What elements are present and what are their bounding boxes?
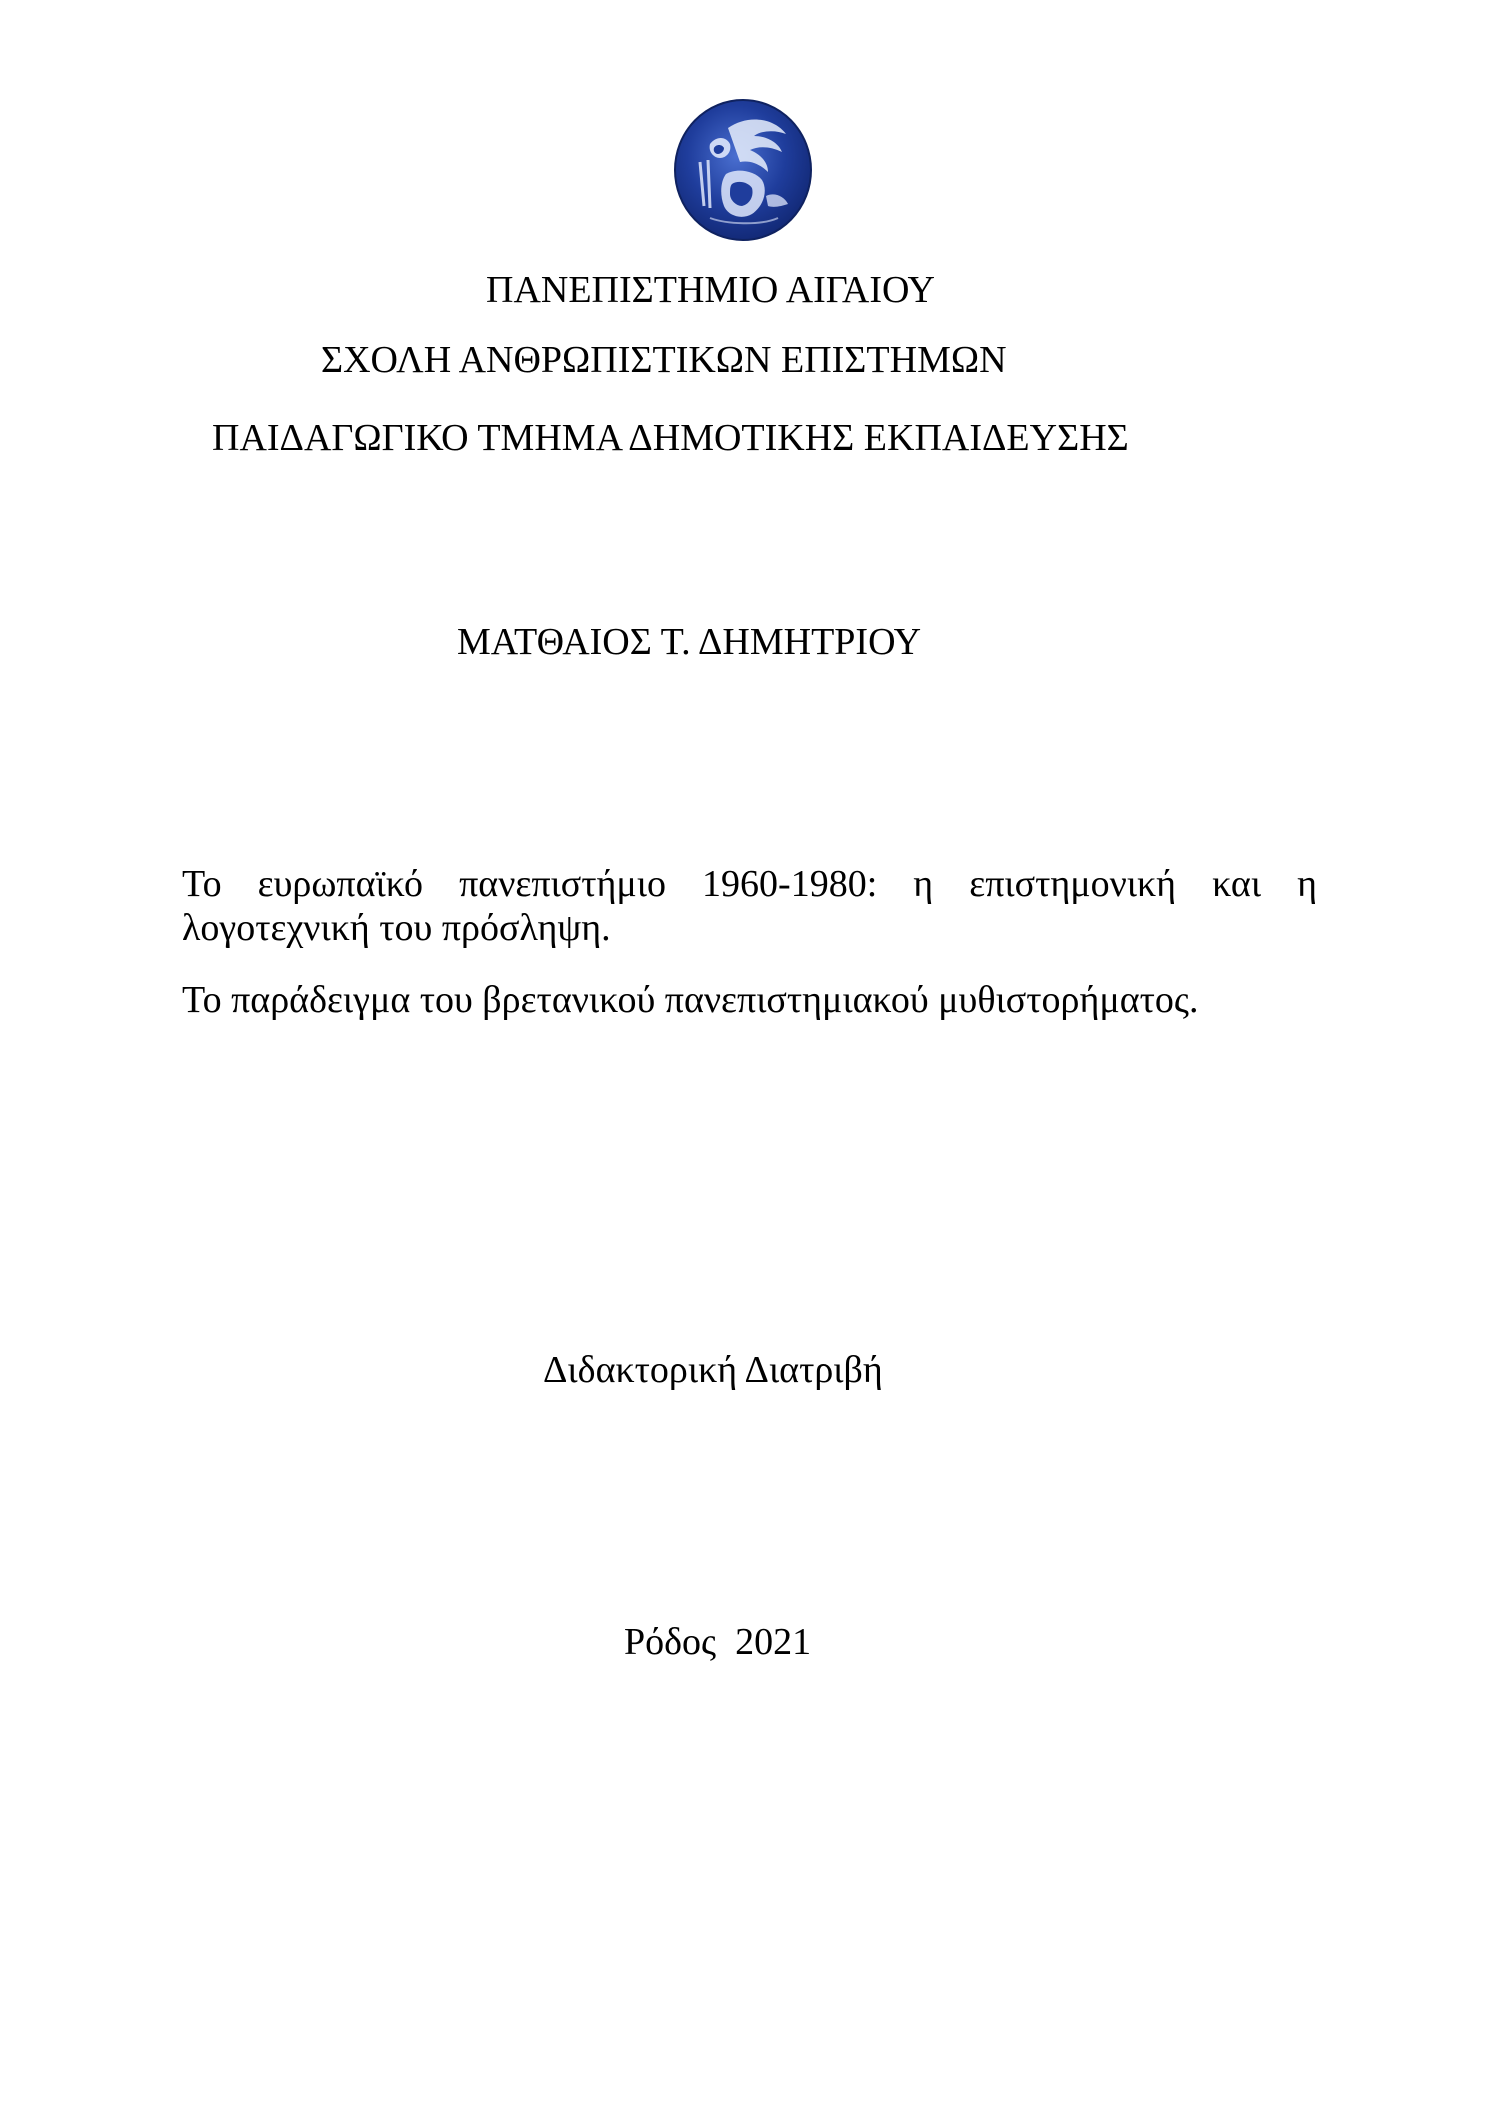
thesis-title: [182, 862, 1317, 1022]
thesis-main-title: Το ευρωπαϊκό πανεπιστήμιο 1960-1980: η επιστημονική και η λογοτεχνική του πρόσληψη.: [182, 863, 1317, 949]
document-type: Διδακτορική Διατριβή: [543, 1349, 883, 1391]
university-name: ΠΑΝΕΠΙΣΤΗΜΙΟ ΑΙΓΑΙΟΥ: [486, 269, 935, 311]
place-and-year: Ρόδος 2021: [624, 1621, 812, 1663]
author-name: ΜΑΤΘΑΙΟΣ Τ. ΔΗΜΗΤΡΙΟΥ: [457, 621, 922, 663]
university-seal-icon: [670, 96, 816, 242]
department-name: ΠΑΙΔΑΓΩΓΙΚΟ ΤΜΗΜΑ ΔΗΜΟΤΙΚΗΣ ΕΚΠΑΙΔΕΥΣΗΣ: [212, 417, 1129, 459]
thesis-subtitle: Το παράδειγμα του βρετανικού πανεπιστημιακού μυθιστορήματος.: [182, 979, 1199, 1021]
school-name: ΣΧΟΛΗ ΑΝΘΡΩΠΙΣΤΙΚΩΝ ΕΠΙΣΤΗΜΩΝ: [321, 339, 1007, 381]
